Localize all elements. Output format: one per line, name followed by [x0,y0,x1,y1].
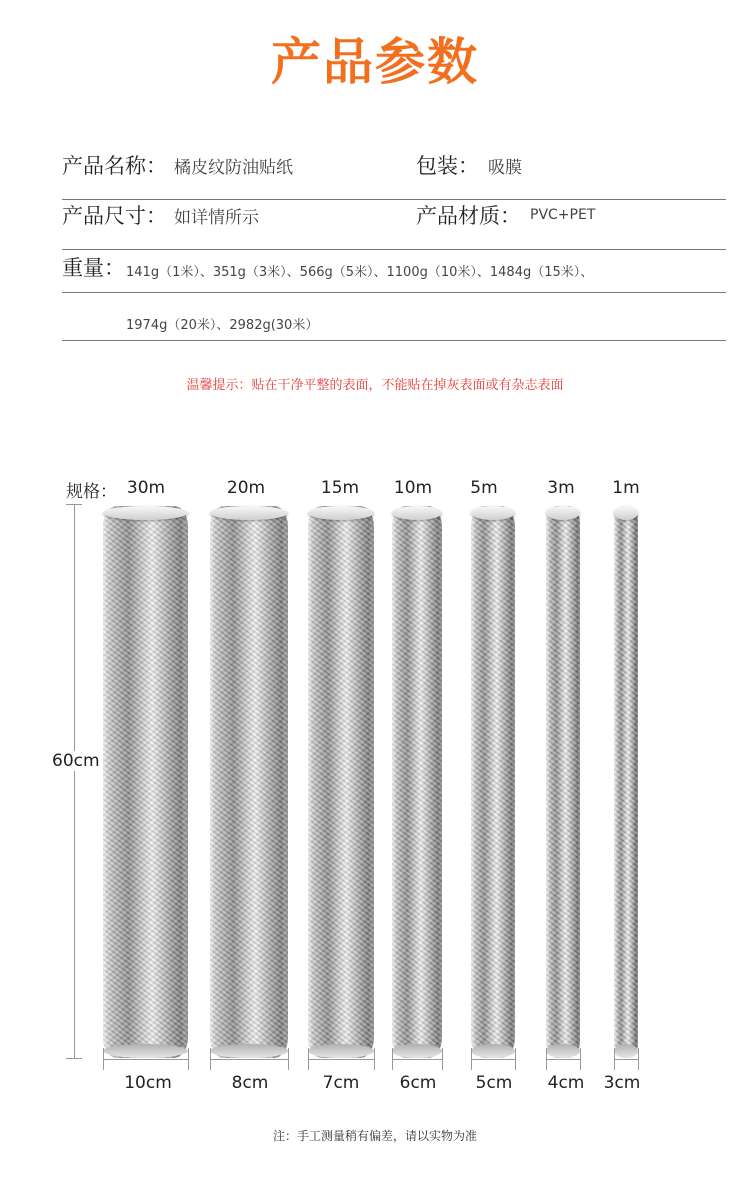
divider [62,340,726,341]
roll-length-label: 30m [126,478,166,498]
diameter-line [308,1059,374,1060]
diameter-line [546,1059,580,1060]
roll-diameter-label: 5cm [475,1073,513,1093]
notice-text: 温馨提示：贴在干净平整的表面，不能贴在掉灰表面或有杂志表面 [186,378,564,393]
roll-diameter-label: 7cm [322,1073,360,1093]
product-size-value: 如详情所示 [174,208,259,228]
diameter-line [471,1059,515,1060]
roll-30m [103,506,188,1058]
roll-diameter-label: 6cm [399,1073,437,1093]
roll-diameter-label: 8cm [231,1073,269,1093]
roll-1m [614,506,638,1058]
roll-length-label: 5m [470,478,498,498]
roll-5m [471,506,515,1058]
spec-label: 规格： [66,482,117,502]
weight-label: 重量： [62,256,125,280]
roll-10m [392,506,442,1058]
diameter-tick [638,1048,639,1070]
roll-3m [546,506,580,1058]
roll-length-label: 10m [393,478,433,498]
diameter-line [210,1059,288,1060]
material-value: PVC+PET [530,207,596,223]
product-name-value: 橘皮纹防油贴纸 [174,158,293,178]
diameter-line [103,1059,188,1060]
page-title: 产品参数 [271,33,479,91]
roll-20m [210,506,288,1058]
footnote-text: 注：手工测量稍有偏差，请以实物为准 [272,1129,477,1143]
roll-length-label: 20m [226,478,266,498]
weight-value-line2: 1974g（20米）、2982g(30米） [126,318,319,333]
param-row-weight [62,252,726,293]
param-row-weight-cont [62,293,726,341]
roll-diameter-label: 10cm [124,1073,172,1093]
package-label: 包装： [416,154,479,178]
roll-length-label: 3m [547,478,575,498]
roll-diameter-label: 3cm [603,1073,641,1093]
roll-length-label: 1m [612,478,640,498]
param-row-name [62,150,726,200]
param-row-size [62,200,726,250]
diameter-tick [580,1048,581,1070]
divider [62,249,726,250]
roll-15m [308,506,374,1058]
diameter-tick [515,1048,516,1070]
roll-diameter-label: 4cm [547,1073,585,1093]
height-dimension-line [74,504,75,1058]
roll-length-label: 15m [320,478,360,498]
product-name-label: 产品名称： [62,154,167,178]
diameter-line [614,1059,638,1060]
product-size-label: 产品尺寸： [62,204,167,228]
height-dimension-cap [66,1058,82,1059]
package-value: 吸膜 [488,158,522,178]
diameter-tick [188,1048,189,1070]
diameter-tick [288,1048,289,1070]
weight-value-line1: 141g（1米）、351g（3米）、566g（5米）、1100g（10米）、1484g（15米）、 [126,265,594,280]
diameter-tick [442,1048,443,1070]
diameter-line [392,1059,442,1060]
height-label: 60cm [52,751,100,771]
diameter-tick [374,1048,375,1070]
material-label: 产品材质： [416,204,521,228]
